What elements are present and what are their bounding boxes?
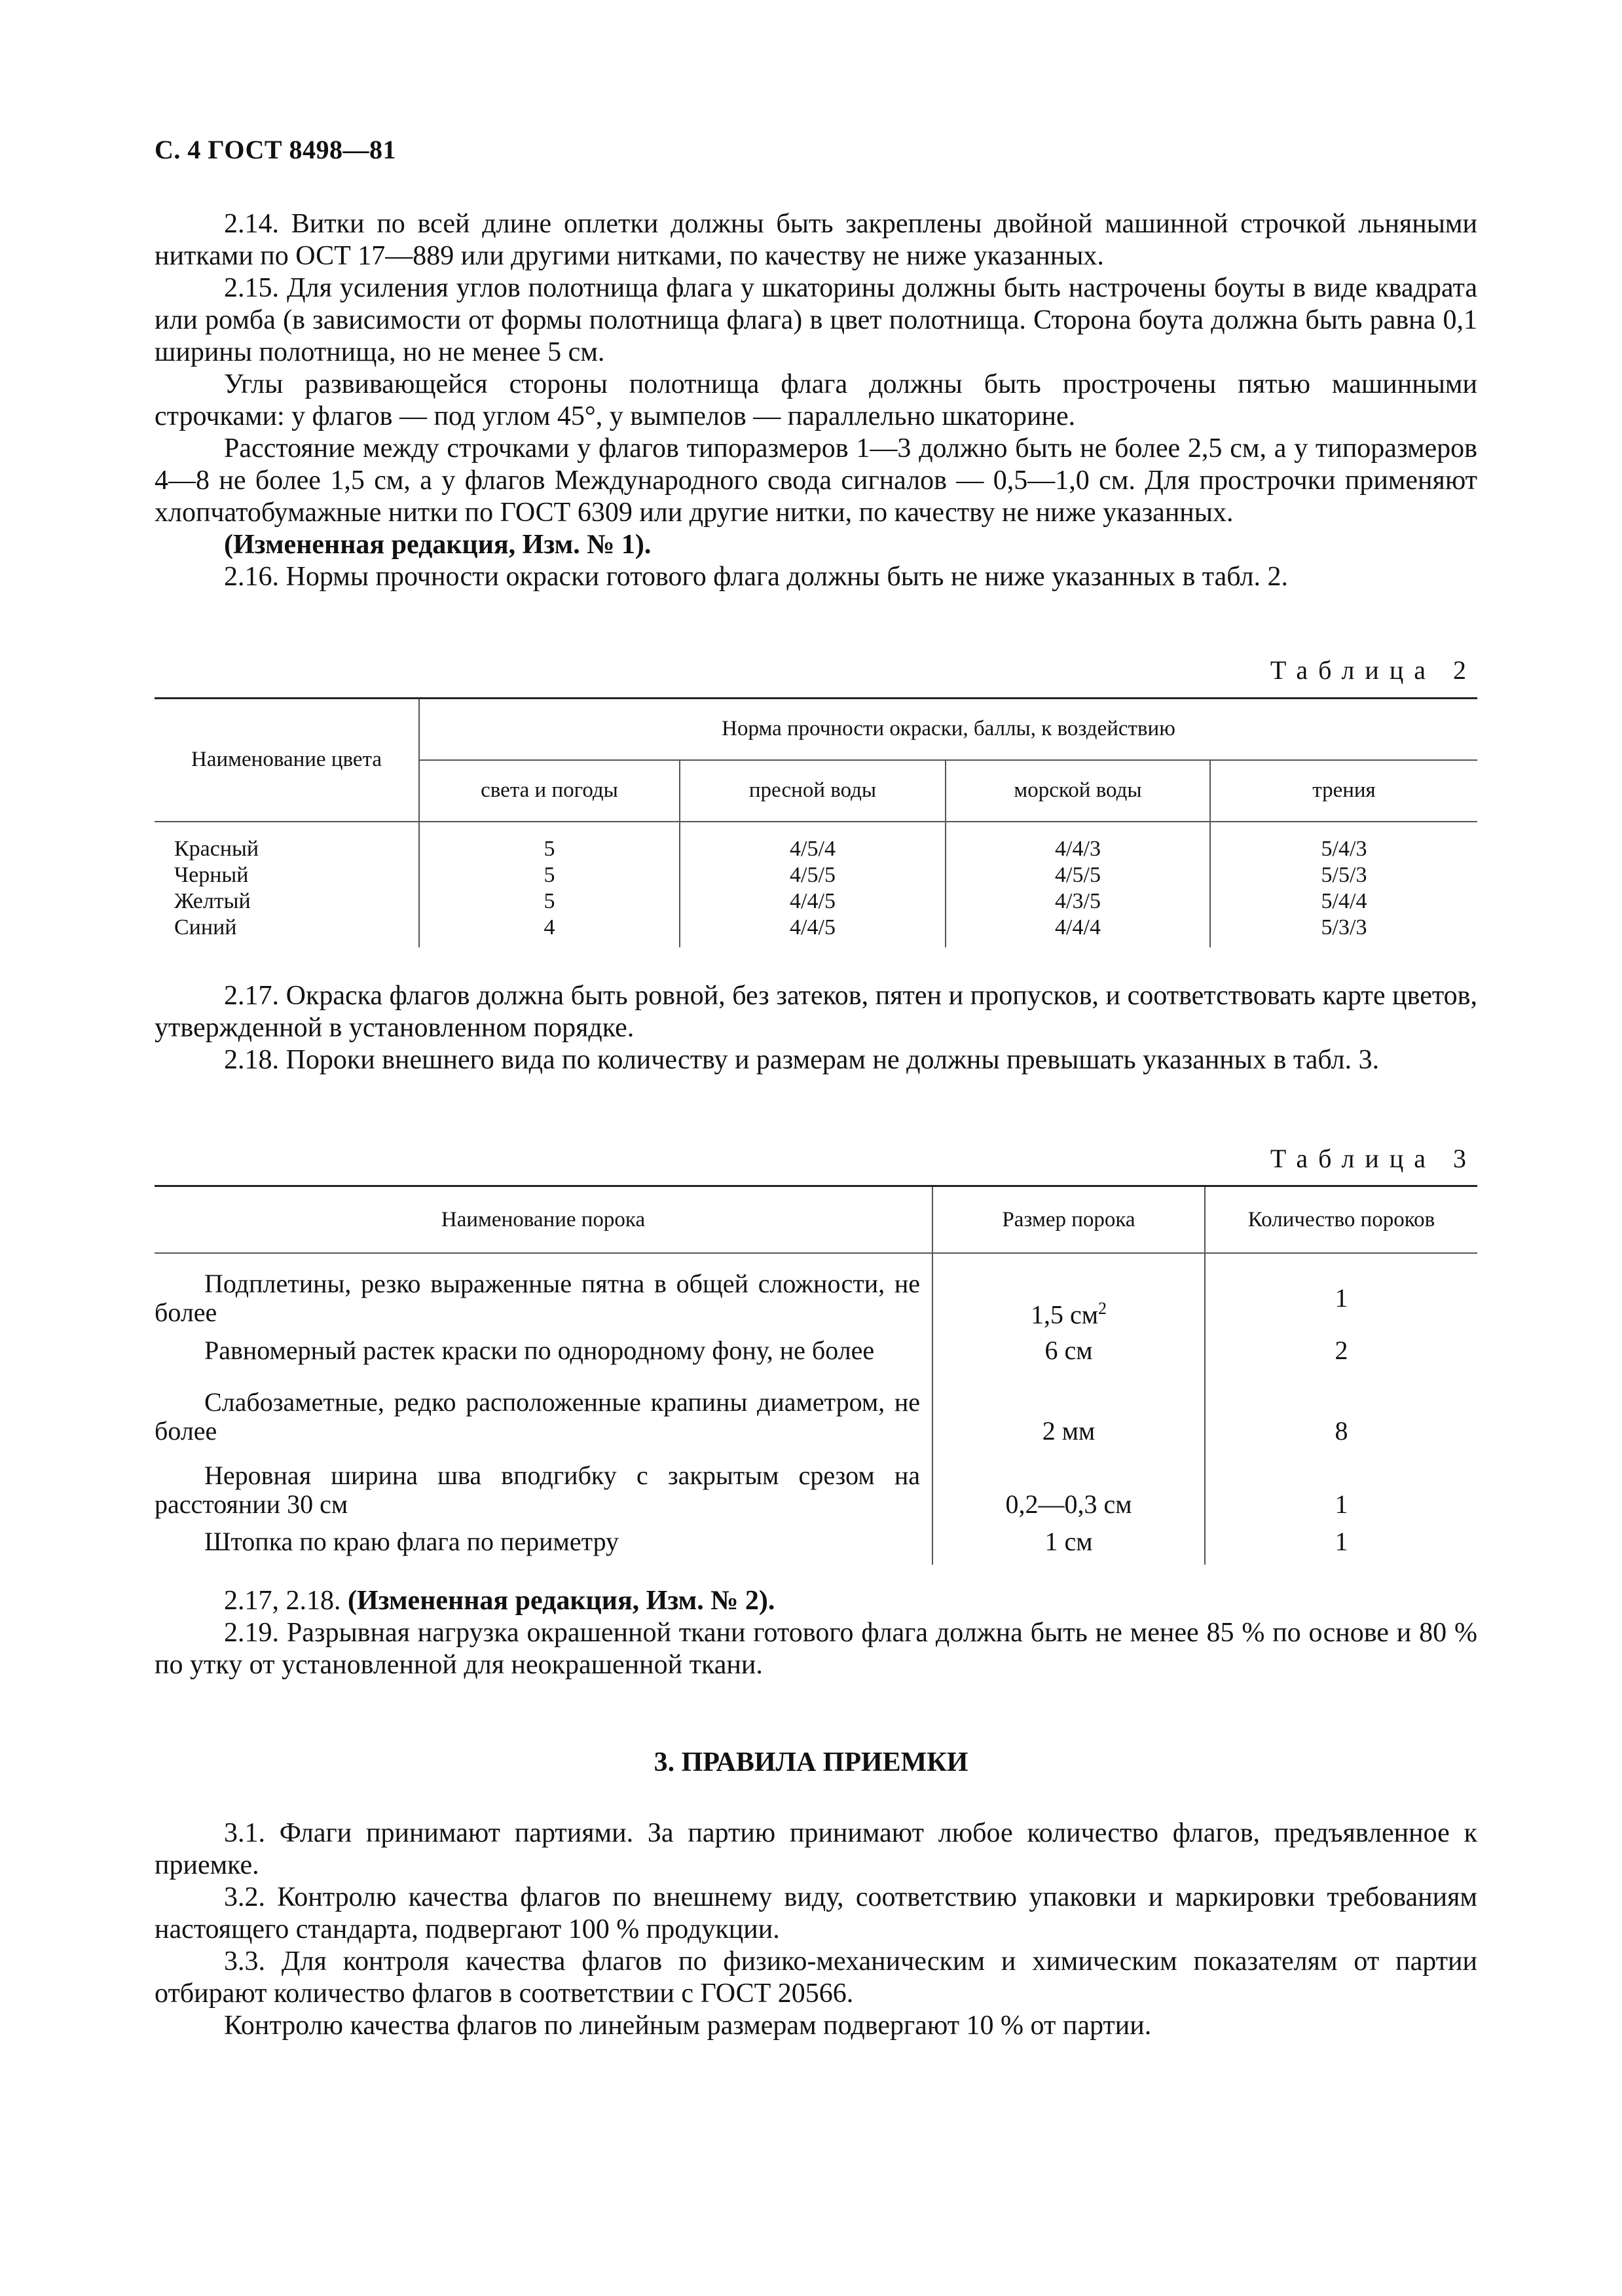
defect-count: 1	[1205, 1446, 1477, 1519]
table2-header-name: Наименование цвета	[155, 699, 419, 822]
cell: 4/5/5	[680, 862, 946, 888]
paragraph-corners: Углы развивающейся стороны полотнища флага должны быть прострочены пятью машинными строчками: у флагов — под углом 45°, у вымпелов — параллельно шкаторине.	[155, 369, 1477, 431]
table-row	[155, 862, 1477, 888]
page-header: С. 4 ГОСТ 8498—81	[155, 135, 397, 164]
paragraph-2-17: 2.17. Окраска флагов должна быть ровной, без затеков, пятен и пропусков, и соответствовать карте цветов, утвержденной в установленном порядке.	[155, 981, 1477, 1043]
paragraph-2-16: 2.16. Нормы прочности окраски готового флага должны быть не ниже указанных в табл. 2.	[224, 562, 1289, 592]
defect-count: 8	[1205, 1372, 1477, 1446]
table-3	[155, 1185, 1477, 1565]
text-block-section3	[155, 1817, 1477, 2042]
defect-name: Слабозаметные, редко расположенные крапины диаметром, не более	[155, 1387, 920, 1446]
paragraph-3-1: 3.1. Флаги принимают партиями. За партию принимают любое количество флагов, предъявленное к приемке.	[155, 1818, 1477, 1880]
table2-subheader-fresh-water: пресной воды	[680, 760, 946, 822]
section-3-title: 3. ПРАВИЛА ПРИЕМКИ	[654, 1747, 968, 1777]
paragraph-2-18: 2.18. Пороки внешнего вида по количеству и размерам не должны превышать указанных в табл. 3.	[224, 1045, 1380, 1075]
paragraph-2-19: 2.19. Разрывная нагрузка окрашенной ткани готового флага должна быть не менее 85 % по основе и 80 % по утку от установленной для неокрашенной ткани.	[155, 1618, 1477, 1680]
table2-header-group: Норма прочности окраски, баллы, к воздействию	[419, 699, 1477, 760]
text-block-middle	[155, 980, 1477, 1076]
cell: 5	[419, 888, 680, 915]
table2-caption: Таблица 2	[1270, 655, 1477, 685]
text-block-top	[155, 208, 1477, 593]
defect-size: 1,5 $см^2$	[932, 1267, 1205, 1329]
table3-header-size: Размер порока	[932, 1186, 1205, 1254]
amendment-1: (Измененная редакция, Изм. № 1).	[224, 530, 652, 560]
cell: 5	[419, 862, 680, 888]
table3-header-defect: Наименование порока	[155, 1186, 932, 1254]
cell: 4/5/4	[680, 836, 946, 862]
color-name: Черный	[174, 862, 249, 887]
defect-count: 2	[1205, 1329, 1477, 1372]
defect-name: Штопка по краю флага по периметру	[204, 1527, 619, 1556]
defect-count: 1	[1205, 1267, 1477, 1329]
defect-size: 1 см	[932, 1519, 1205, 1565]
table-row	[155, 1446, 1477, 1519]
amendment-2: 2.17, 2.18. (Измененная редакция, Изм. № 2).	[224, 1586, 775, 1616]
table-row	[155, 1329, 1477, 1372]
cell: 5	[419, 836, 680, 862]
cell: 4/5/5	[946, 862, 1210, 888]
cell: 5/4/4	[1210, 888, 1477, 915]
defect-count: 1	[1205, 1519, 1477, 1565]
paragraph-linear-control: Контролю качества флагов по линейным размерам подвергают 10 % от партии.	[224, 2011, 1152, 2041]
paragraph-stitch-distance: Расстояние между строчками у флагов типоразмеров 1—3 должно быть не более 2,5 см, а у типоразмеров 4—8 не более 1,5 см, а у флагов Международного свода сигналов — 0,5—1,0 см. Для прострочки применяют хлопчатобумажные нитки по ГОСТ 6309 или другие нитки, по качеству не ниже указанных.	[155, 433, 1477, 528]
table2-subheader-friction: трения	[1210, 760, 1477, 822]
cell: 4/4/4	[946, 915, 1210, 941]
table-row	[155, 888, 1477, 915]
cell: 4/4/5	[680, 915, 946, 941]
cell: 4	[419, 915, 680, 941]
table2-subheader-light: света и погоды	[419, 760, 680, 822]
paragraph-3-3: 3.3. Для контроля качества флагов по физико-механическим и химическим показателям от партии отбирают количество флагов в соответствии с ГОСТ 20566.	[155, 1946, 1477, 2009]
table-row	[155, 1372, 1477, 1446]
defect-size: 2 мм	[932, 1372, 1205, 1446]
defect-name: Подплетины, резко выраженные пятна в общей сложности, не более	[155, 1269, 920, 1327]
paragraph-2-14: 2.14. Витки по всей длине оплетки должны быть закреплены двойной машинной строчкой льняными нитками по ОСТ 17—889 или другими нитками, по качеству не ниже указанных.	[155, 209, 1477, 271]
table3-header-count: Количество пороков	[1205, 1186, 1477, 1254]
text-block-amend2	[155, 1585, 1477, 1681]
defect-size: 6 см	[932, 1329, 1205, 1372]
cell: 4/4/5	[680, 888, 946, 915]
cell: 5/3/3	[1210, 915, 1477, 941]
defect-name: Равномерный растек краски по однородному фону, не более	[204, 1336, 875, 1365]
cell: 5/5/3	[1210, 862, 1477, 888]
table-row	[155, 836, 1477, 862]
table3-caption: Таблица 3	[1270, 1144, 1477, 1173]
paragraph-3-2: 3.2. Контролю качества флагов по внешнему виду, соответствию упаковки и маркировки требованиям настоящего стандарта, подвергают 100 % продукции.	[155, 1882, 1477, 1944]
paragraph-2-15: 2.15. Для усиления углов полотнища флага у шкаторины должны быть настрочены боуты в виде квадрата или ромба (в зависимости от формы полотнища флага) в цвет полотнища. Сторона боута должна быть равна 0,1 ширины полотнища, но не менее 5 см.	[155, 273, 1477, 367]
color-name: Красный	[174, 836, 259, 861]
cell: 4/3/5	[946, 888, 1210, 915]
cell: 5/4/3	[1210, 836, 1477, 862]
table2-subheader-sea-water: морской воды	[946, 760, 1210, 822]
defect-size: 0,2—0,3 см	[932, 1446, 1205, 1519]
color-name: Желтый	[174, 888, 251, 913]
table-row	[155, 1267, 1477, 1329]
cell: 4/4/3	[946, 836, 1210, 862]
defect-name: Неровная ширина шва вподгибку с закрытым срезом на расстоянии 30 см	[155, 1461, 920, 1519]
table-row	[155, 1519, 1477, 1565]
table-2	[155, 697, 1477, 947]
color-name: Синий	[174, 915, 237, 939]
table-row	[155, 915, 1477, 941]
